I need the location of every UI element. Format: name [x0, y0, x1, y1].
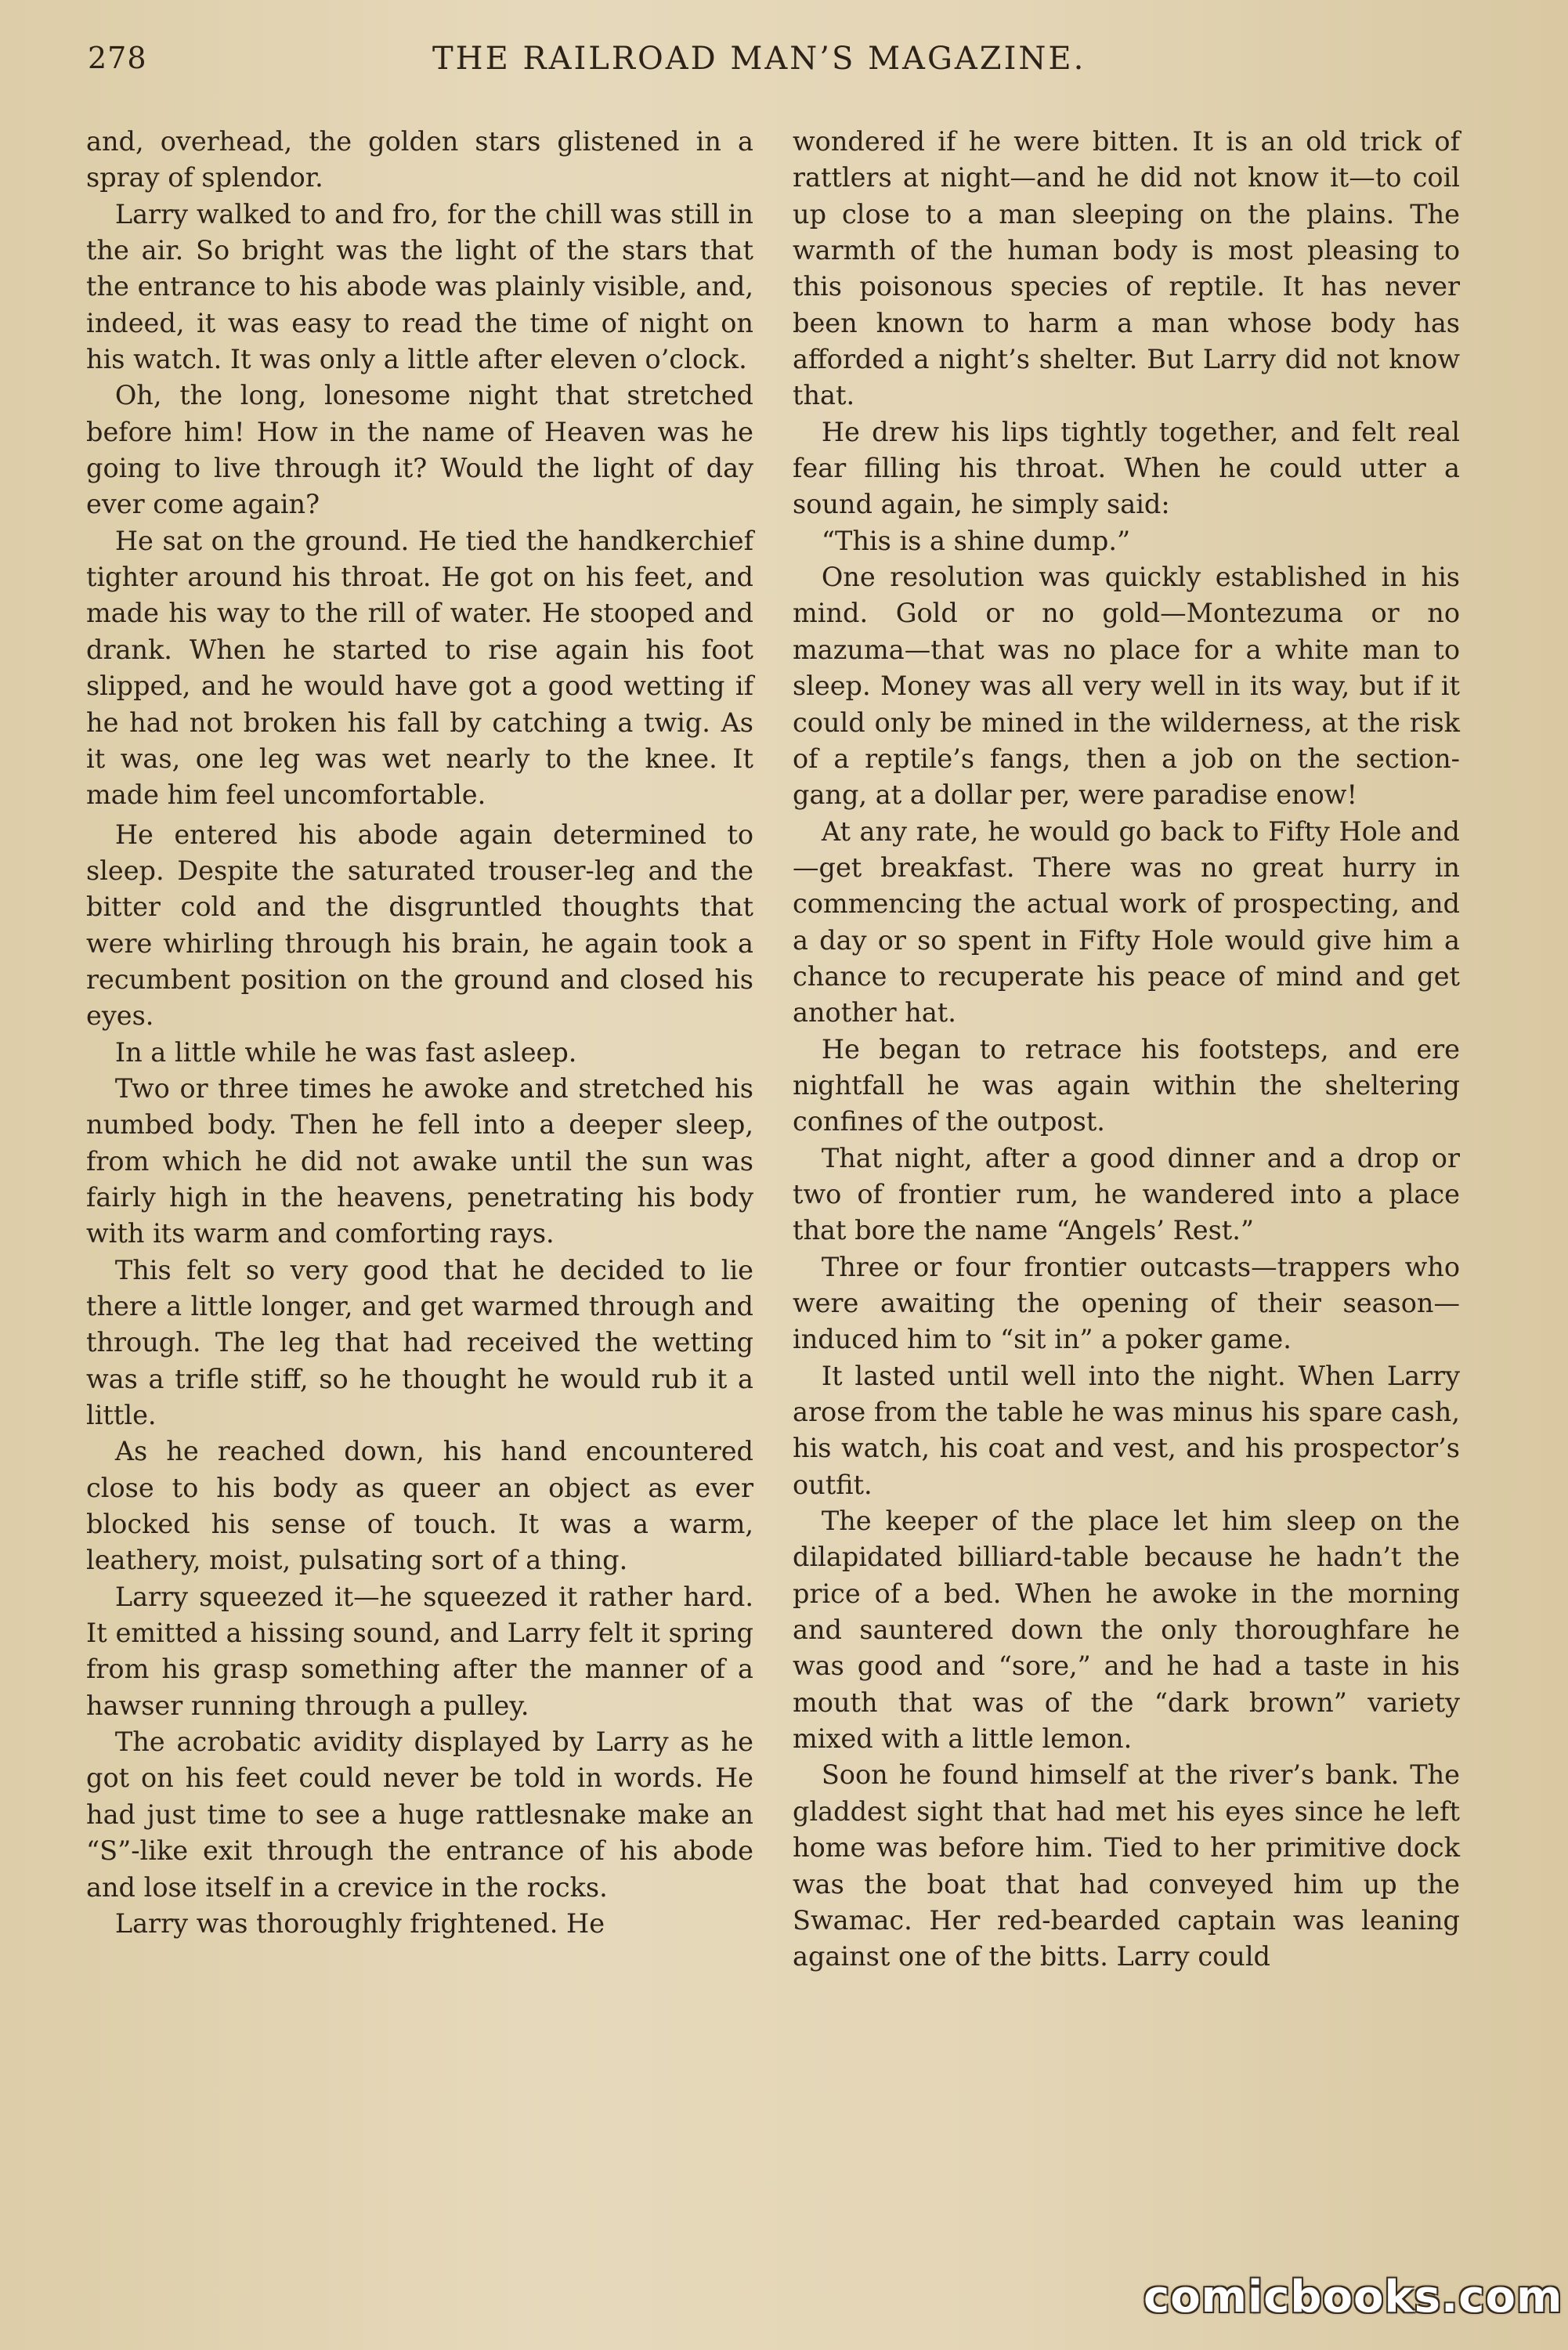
paragraph: That night, after a good dinner and a drop or two of frontier rum, he wandered into a place that bore the name “Angels’ Rest.” — [793, 1142, 1460, 1246]
paragraph: The acrobatic avidity displayed by Larry as he got on his feet could never be told in words. He had just time to see a huge rattlesnake make an “S”-like exit through the entrance of his abode and lose itself in a crevice in the rocks. — [86, 1726, 753, 1903]
paragraph: In a little while he was fast asleep. — [114, 1036, 577, 1068]
paragraph: “This is a shine dump.” — [821, 525, 1131, 556]
paragraph: As he reached down, his hand encountered close to his body as queer an object as ever blocked his sense of touch. It was a warm, leathery, moist, pulsating sort of a thing. — [86, 1436, 753, 1576]
paragraph: He sat on the ground. He tied the handkerchief tighter around his throat. He got on his feet, and made his way to the rill of water. He stooped and drank. When he started to rise again his foot slipped, and he would have got a good wetting if he had not broken his fall by catching a twig. As it was, one leg was wet nearly to the knee. It made him feel uncomfortable. — [86, 525, 753, 811]
paragraph: He entered his abode again determined to sleep. Despite the saturated trouser-leg and the bitter cold and the disgruntled thoughts that were whirling through his brain, he again took a recumbent position on the ground and closed his eyes. — [86, 819, 753, 1032]
paragraph: Larry walked to and fro, for the chill was still in the air. So bright was the light of the stars that the entrance to his abode was plainly visible, and, indeed, it was easy to read the time of night on his watch. It was only a little after eleven o’clock. — [86, 198, 753, 375]
right-column — [793, 124, 1460, 1976]
paragraph: He drew his lips tightly together, and felt real fear filling his throat. When he could utter a sound again, he simply said: — [793, 416, 1460, 520]
paragraph: It lasted until well into the night. When Larry arose from the table he was minus his spare cash, his watch, his coat and vest, and his prospector’s outfit. — [793, 1360, 1460, 1500]
page-number: 278 — [88, 41, 147, 75]
page-header — [88, 41, 1482, 88]
paragraph: Soon he found himself at the river’s bank. The gladdest sight that had met his eyes since he left home was before him. Tied to her primitive dock was the boat that had conveyed him up the Swamac. Her red-bearded captain was leaning against one of the bitts. Larry could — [793, 1759, 1460, 1972]
paragraph: One resolution was quickly established in his mind. Gold or no gold—Montezuma or no mazuma—that was no place for a white man to sleep. Money was all very well in its way, but if it could only be mined in the wilderness, at the risk of a reptile’s fangs, then a job on the section-gang, at a dollar per, were paradise enow! — [793, 562, 1460, 811]
paragraph: Three or four frontier outcasts—trappers who were awaiting the opening of their season—induced him to “sit in” a poker game. — [793, 1251, 1460, 1355]
paragraph: Oh, the long, lonesome night that stretched before him! How in the name of Heaven was he going to live through it? Would the light of day ever come again? — [86, 380, 753, 520]
running-title: THE RAILROAD MAN’S MAGAZINE. — [432, 41, 1086, 77]
paragraph: The keeper of the place let him sleep on the dilapidated billiard-table because he hadn’t the price of a bed. When he awoke in the morning and sauntered down the only thoroughfare he was good and “sore,” and he had a taste in his mouth that was of the “dark brown” variety mixed with a little lemon. — [793, 1506, 1460, 1755]
left-column — [86, 124, 753, 1942]
paragraph: Two or three times he awoke and stretched his numbed body. Then he fell into a deeper sleep, from which he did not awake until the sun was fairly high in the heavens, penetrating his body with its warm and comforting rays. — [86, 1072, 753, 1249]
paragraph: At any rate, he would go back to Fifty Hole and—get breakfast. There was no great hurry in commencing the actual work of prospecting, and a day or so spent in Fifty Hole would give him a chance to recuperate his peace of mind and get another hat. — [793, 815, 1460, 1029]
paragraph: Larry squeezed it—he squeezed it rather hard. It emitted a hissing sound, and Larry felt it spring from his grasp something after the manner of a hawser running through a pulley. — [86, 1581, 753, 1721]
paragraph: and, overhead, the golden stars glistened in a spray of splendor. — [86, 126, 753, 193]
watermark-logo: comicbooks.com — [1143, 2272, 1563, 2323]
paragraph: He began to retrace his footsteps, and ere nightfall he was again within the sheltering confines of the outpost. — [793, 1033, 1460, 1137]
paragraph: This felt so very good that he decided to lie there a little longer, and get warmed through and through. The leg that had received the wetting was a trifle stiff, so he thought he would rub it a little. — [86, 1254, 753, 1431]
paragraph: wondered if he were bitten. It is an old trick of rattlers at night—and he did not know it—to coil up close to a man sleeping on the plains. The warmth of the human body is most pleasing to this poisonous species of reptile. It has never been known to harm a man whose body has afforded a night’s shelter. But Larry did not know that. — [793, 126, 1460, 411]
paragraph: Larry was thoroughly frightened. He — [114, 1907, 605, 1939]
